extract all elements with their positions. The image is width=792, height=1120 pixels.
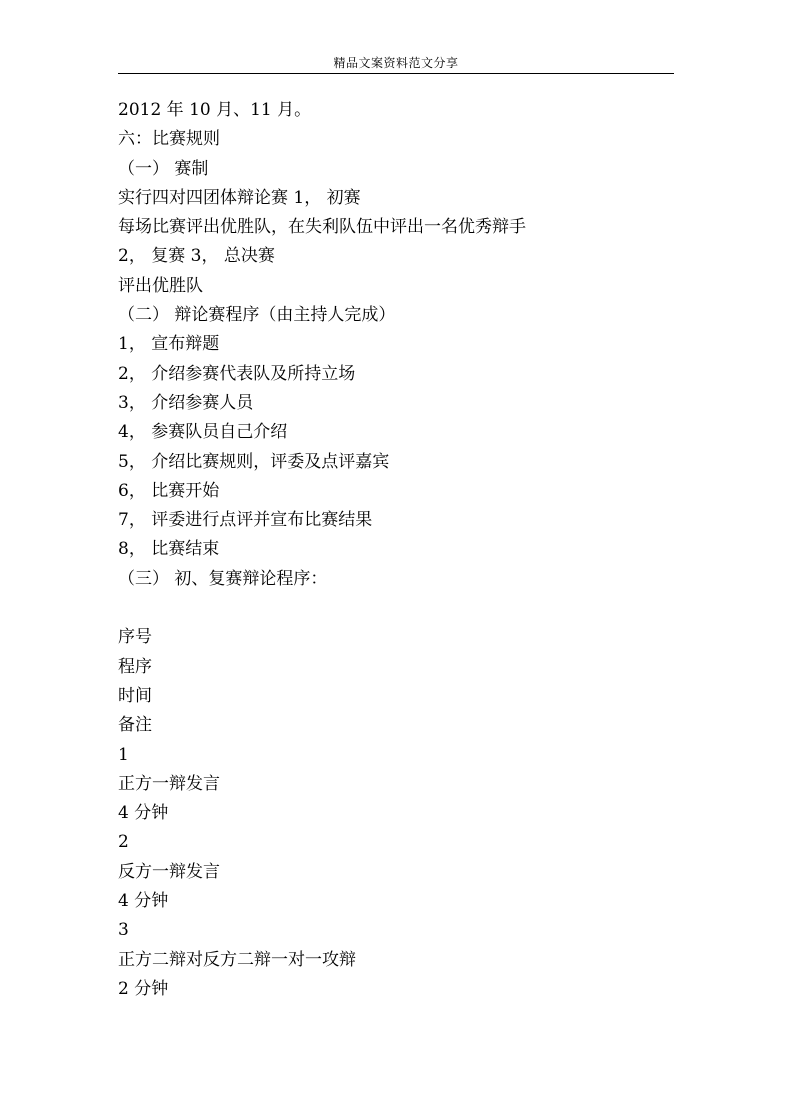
table-cell: 2 <box>118 832 129 853</box>
table-cell: 1 <box>118 744 129 765</box>
subsection-heading-procedure: （二） 辩论赛程序（由主持人完成） <box>118 305 396 326</box>
header-divider <box>118 73 674 74</box>
table-cell: 反方一辩发言 <box>118 861 220 882</box>
text-line: 评出优胜队 <box>118 275 203 296</box>
table-header-cell: 时间 <box>118 685 152 706</box>
list-item: 8， 比赛结束 <box>118 539 220 560</box>
table-cell: 4 分钟 <box>118 803 169 824</box>
list-item: 4， 参赛队员自己介绍 <box>118 422 288 443</box>
text-line: 2， 复赛 3， 总决赛 <box>118 246 275 267</box>
table-cell: 2 分钟 <box>118 978 169 999</box>
list-item: 1， 宣布辩题 <box>118 334 220 355</box>
list-item: 3， 介绍参赛人员 <box>118 392 254 413</box>
table-cell: 正方二辩对反方二辩一对一攻辩 <box>118 949 356 970</box>
text-line: 每场比赛评出优胜队，在失利队伍中评出一名优秀辩手 <box>118 217 526 238</box>
table-header-cell: 序号 <box>118 627 152 648</box>
page-header: 精品文案资料范文分享 <box>333 56 459 70</box>
text-line: 实行四对四团体辩论赛 1， 初赛 <box>118 187 361 208</box>
subsection-heading-debate-procedure: （三） 初、复赛辩论程序： <box>118 568 328 589</box>
list-item: 7， 评委进行点评并宣布比赛结果 <box>118 510 373 531</box>
table-header-cell: 程序 <box>118 656 152 677</box>
table-cell: 3 <box>118 920 129 941</box>
list-item: 2， 介绍参赛代表队及所持立场 <box>118 363 356 384</box>
text-line-date: 2012 年 10 月、11 月。 <box>118 100 312 120</box>
blank-line <box>118 594 678 623</box>
table-cell: 4 分钟 <box>118 891 169 912</box>
table-cell: 正方一辩发言 <box>118 773 220 794</box>
section-heading-rules: 六：比赛规则 <box>118 129 220 150</box>
list-item: 6， 比赛开始 <box>118 480 220 501</box>
table-header-cell: 备注 <box>118 715 152 736</box>
subsection-heading-format: （一） 赛制 <box>118 158 209 179</box>
list-item: 5， 介绍比赛规则，评委及点评嘉宾 <box>118 451 390 472</box>
document-body <box>118 96 678 1004</box>
